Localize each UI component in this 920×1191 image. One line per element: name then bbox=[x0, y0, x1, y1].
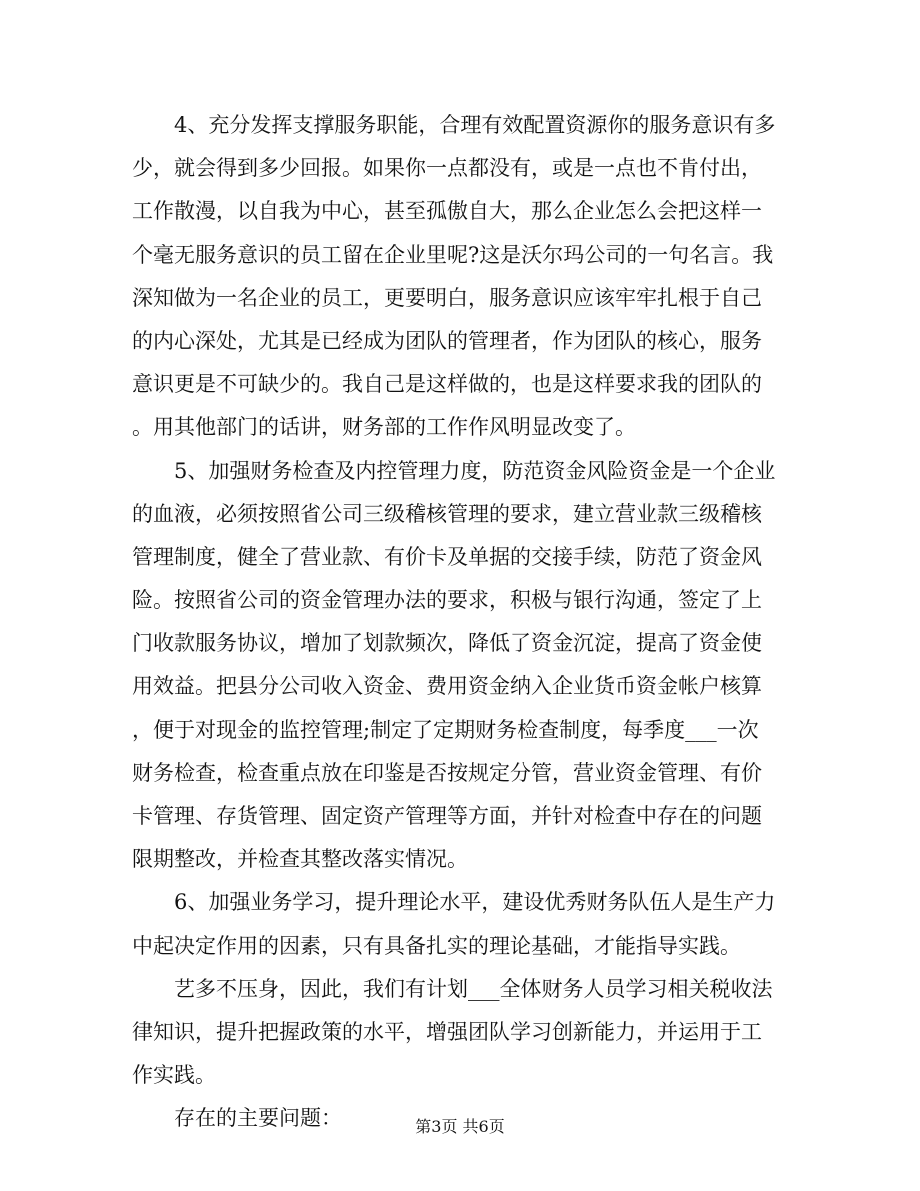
text-line: 工作散漫，以自我为中心，甚至孤傲自大，那么企业怎么会把这样一 bbox=[132, 199, 762, 224]
text-line: 门收款服务协议，增加了划款频次，降低了资金沉淀，提高了资金使 bbox=[132, 631, 762, 656]
text-line: 律知识，提升把握政策的水平，增强团队学习创新能力，并运用于工 bbox=[132, 1019, 762, 1044]
text-line: 作实践。 bbox=[132, 1063, 216, 1088]
text-line: 卡管理、存货管理、固定资产管理等方面，并针对检查中存在的问题 bbox=[132, 804, 762, 828]
text-line: 险。按照省公司的资金管理办法的要求，积极与银行沟通，签定了上 bbox=[132, 588, 762, 613]
text-line: 中起决定作用的因素，只有具备扎实的理论基础，才能指导实践。 bbox=[132, 933, 741, 958]
text-line: 限期整改，并检查其整改落实情况。 bbox=[132, 847, 468, 872]
page-footer: 第3页 共6页 bbox=[415, 1117, 505, 1136]
document-body bbox=[132, 104, 792, 1141]
paragraph-item-4 bbox=[132, 104, 792, 450]
text-line: 个毫无服务意识的员工留在企业里呢?这是沃尔玛公司的一句名言。我 bbox=[132, 242, 774, 267]
text-line: ，便于对现金的监控管理;制定了定期财务检查制度，每季度___一次 bbox=[132, 717, 759, 742]
text-line: 的内心深处，尤其是已经成为团队的管理者，作为团队的核心，服务 bbox=[132, 328, 762, 353]
text-line: 少，就会得到多少回报。如果你一点都没有，或是一点也不肯付出， bbox=[132, 156, 762, 181]
text-line: 意识更是不可缺少的。我自己是这样做的，也是这样要求我的团队的 bbox=[132, 372, 762, 397]
text-line: 管理制度，健全了营业款、有价卡及单据的交接手续，防范了资金风 bbox=[132, 544, 762, 569]
text-line: 存在的主要问题： bbox=[132, 1106, 342, 1131]
text-line: 艺多不压身，因此，我们有计划___全体财务人员学习相关税收法 bbox=[132, 976, 773, 1001]
paragraph-study-plan bbox=[132, 968, 792, 1098]
paragraph-item-6 bbox=[132, 881, 792, 967]
paragraph-item-5 bbox=[132, 450, 792, 882]
text-line: 。用其他部门的话讲，财务部的工作作风明显改变了。 bbox=[132, 415, 636, 440]
text-line: 深知做为一名企业的员工，更要明白，服务意识应该牢牢扎根于自己 bbox=[132, 285, 762, 310]
text-line: 5、加强财务检查及内控管理力度，防范资金风险资金是一个企业 bbox=[132, 458, 776, 483]
text-line: 的血液，必须按照省公司三级稽核管理的要求，建立营业款三级稽核 bbox=[132, 501, 762, 526]
text-line: 6、加强业务学习，提升理论水平，建设优秀财务队伍人是生产力 bbox=[132, 890, 776, 915]
text-line: 财务检查，检查重点放在印鉴是否按规定分管，营业资金管理、有价 bbox=[132, 760, 762, 785]
text-line: 用效益。把县分公司收入资金、费用资金纳入企业货币资金帐户核算 bbox=[132, 674, 762, 699]
text-line: 4、充分发挥支撑服务职能，合理有效配置资源你的服务意识有多 bbox=[132, 113, 776, 137]
